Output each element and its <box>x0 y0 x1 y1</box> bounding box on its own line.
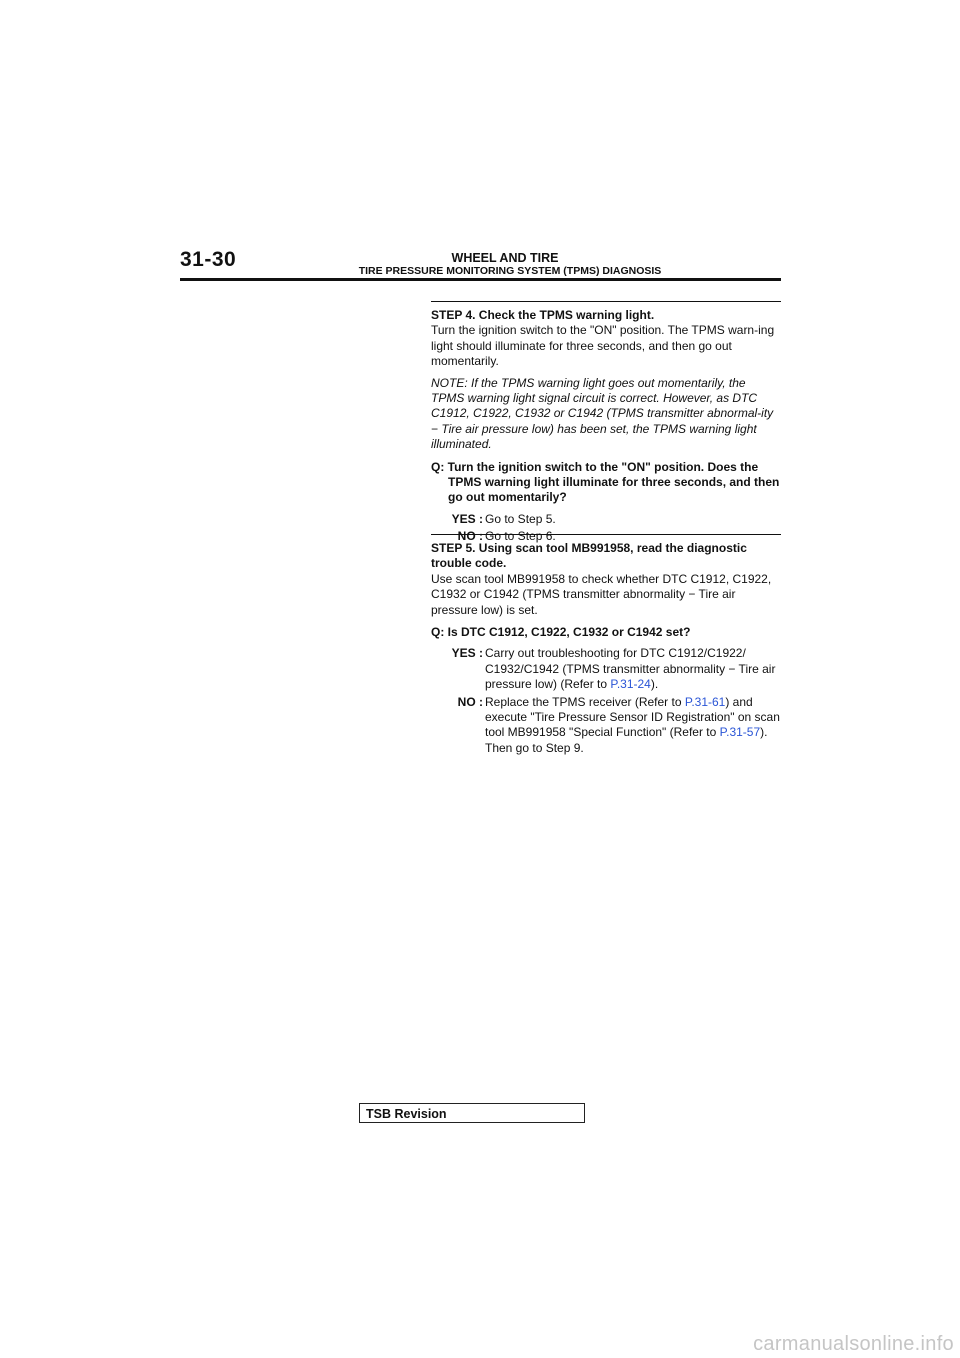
yes-text: Go to Step 5. <box>485 511 556 526</box>
section-title: WHEEL AND TIRE <box>451 251 559 265</box>
page-number: 31-30 <box>180 248 237 271</box>
no-label: NO : <box>457 529 483 544</box>
page-link[interactable]: P.31-61 <box>684 694 726 709</box>
step-5-title: STEP 5. Using scan tool MB991958, read the diagnostic trouble code. <box>431 541 747 571</box>
step-divider <box>431 301 781 302</box>
yes-label: YES : <box>451 646 483 661</box>
step-4-title: STEP 4. Check the TPMS warning light. <box>431 308 655 322</box>
yes-text <box>483 646 781 692</box>
step-4-section <box>431 301 781 545</box>
step-5-body: Use scan tool MB991958 to check whether DTC C1912, C1922, C1932 or C1942 (TPMS transmitter abnormality − Tire air pressure low) is set. <box>431 571 772 617</box>
yes-label: YES : <box>451 511 483 526</box>
step-4-note: NOTE: If the TPMS warning light goes out momentarily, the TPMS warning light signal circuit is correct. However, as DTC C1912, C1922, C1932 or C1942 (TPMS transmitter abnormal-ity − Tire air pressure low) has been set, the TPMS warning light illuminated. <box>431 375 774 452</box>
step-4-question: Q: Turn the ignition switch to the "ON" position. Does the TPMS warning light illuminate for three seconds, and then go out momentarily? <box>431 459 780 505</box>
step-5-question: Q: Is DTC C1912, C1922, C1932 or C1942 set? <box>431 625 691 640</box>
step-divider <box>431 534 781 535</box>
no-label: NO : <box>457 694 483 709</box>
page-link[interactable]: P.31-24 <box>610 677 651 692</box>
step-5-section <box>431 534 781 756</box>
no-text: Go to Step 6. <box>485 529 556 544</box>
step-4-yes-answer <box>431 512 781 527</box>
section-subtitle: TIRE PRESSURE MONITORING SYSTEM (TPMS) DIAGNOSIS <box>358 265 662 277</box>
yes-text-part: Carry out troubleshooting for DTC C1912/C1922/ C1932/C1942 (TPMS transmitter abnormality − Tire air pressure low) (Refer to <box>485 646 776 692</box>
step-4-body: Turn the ignition switch to the "ON" position. The TPMS warn-ing light should illuminate for three seconds, and then go out momentarily. <box>431 323 775 369</box>
no-text-part: Replace the TPMS receiver (Refer to <box>485 694 685 709</box>
header-rule <box>180 278 781 281</box>
page-link[interactable]: P.31-57 <box>719 725 761 740</box>
tsb-revision-box: TSB Revision <box>359 1103 585 1123</box>
yes-text-part: ). <box>650 677 659 692</box>
no-text-part: ). Then go to Step 9. <box>485 725 768 755</box>
no-text-part: ) and execute "Tire Pressure Sensor ID Registration" on scan tool MB991958 "Special Function" (Refer to <box>485 694 780 740</box>
step-5-yes-answer <box>431 646 781 692</box>
watermark: carmanualsonline.info <box>753 1333 954 1355</box>
step-5-no-answer <box>431 695 781 757</box>
no-text <box>483 695 781 757</box>
